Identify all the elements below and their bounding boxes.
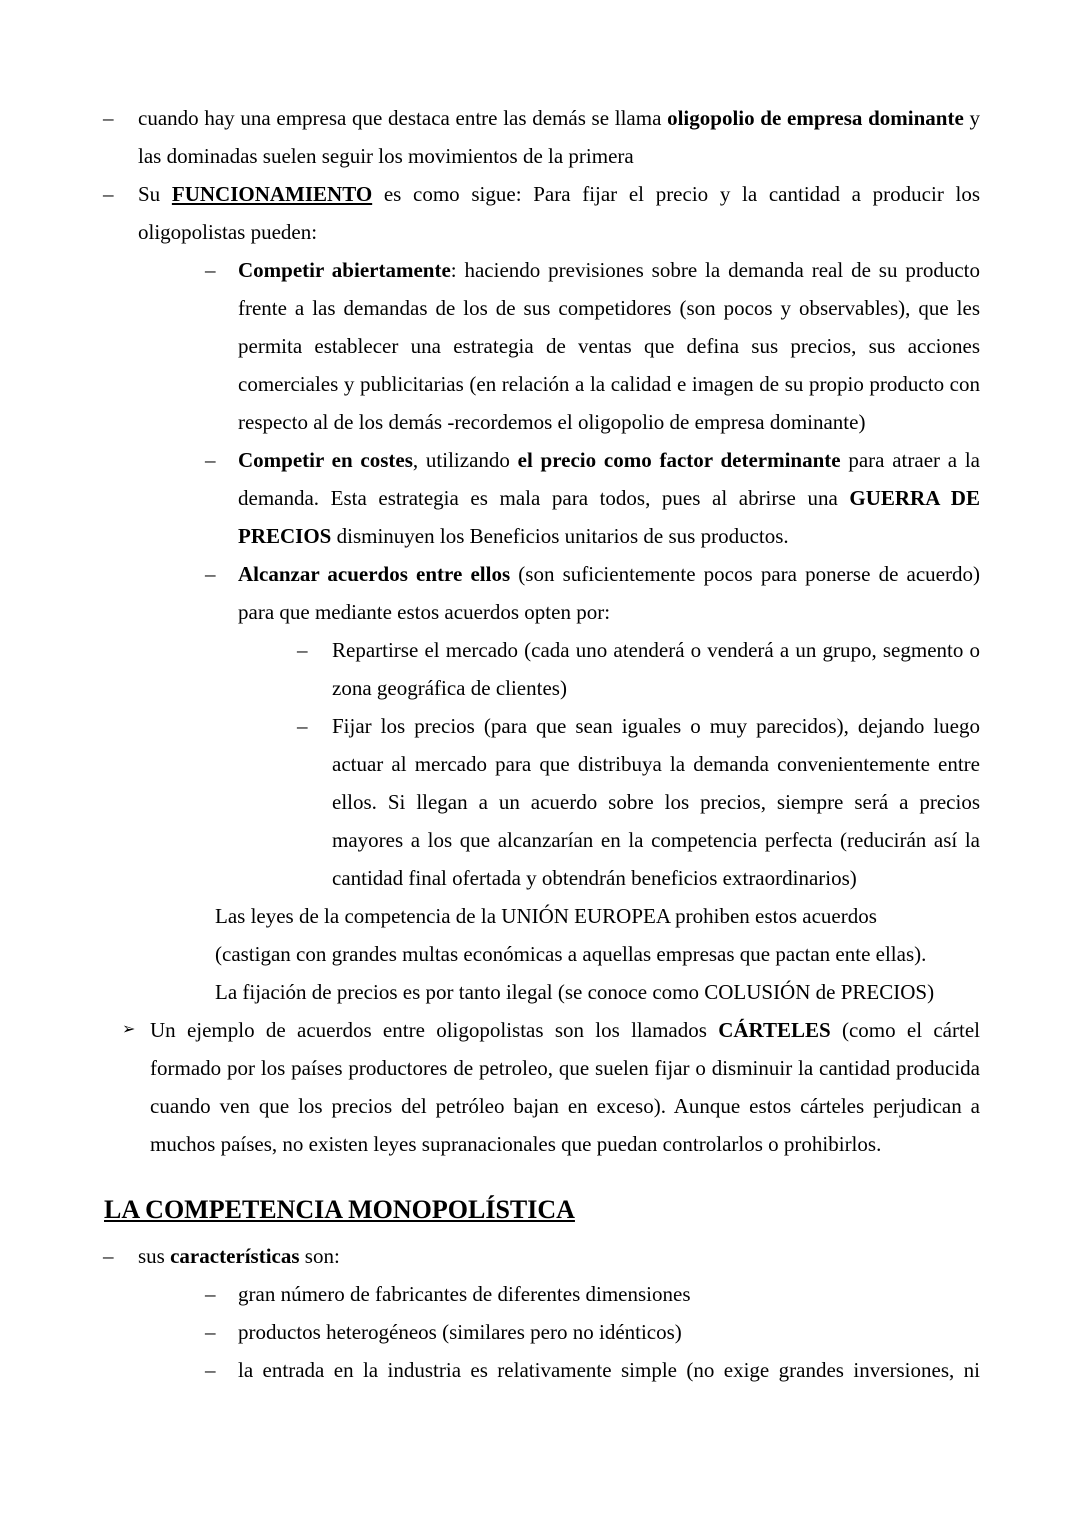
dash-bullet-marker: – [103,106,114,130]
list-item [103,99,981,175]
dash-bullet-marker: – [297,638,308,662]
text-run: Fijar los precios (para que sean iguales o muy parecidos), dejando luego actuar al mercado para que distribuya la demanda convenientemente entre ellos. Si llegan a un acuerdo sobre los precios, siempre será a precios mayores a los que alcanzarían en la competencia perfecta (reducirán así la cantidad final ofertada y obtendrán beneficios extraordinarios) [332,714,980,890]
dash-bullet-marker: – [205,562,216,586]
section-heading [104,1190,980,1230]
list-item [205,1275,980,1313]
text-run: Las leyes de la competencia de la UNIÓN EUROPEA prohiben estos acuerdos [215,904,877,928]
list-item [103,175,981,251]
list-item [297,631,980,707]
list-item [205,555,980,631]
dash-bullet-marker: – [103,1244,114,1268]
arrow-bullet-marker: ➢ [122,1021,136,1038]
text-run: Un ejemplo de acuerdos entre oligopolistas son los llamados CÁRTELES (como el cártel formado por los países productores de petroleo, que suelen fijar o disminuir la cantidad producida cuando ven que los precios del petróleo bajan en exceso). Aunque estos cárteles perjudican a muchos países, no existen leyes supranacionales que puedan controlarlos o prohibirlos. [150,1018,980,1156]
dash-bullet-marker: – [205,1320,216,1344]
dash-bullet-marker: – [205,258,216,282]
dash-bullet-marker: – [205,1282,216,1306]
dash-bullet-marker: – [297,714,308,738]
text-run: Repartirse el mercado (cada uno atenderá o venderá a un grupo, segmento o zona geográfica de clientes) [332,638,980,700]
text-run: La fijación de precios es por tanto ilegal (se conoce como COLUSIÓN de PRECIOS) [215,980,935,1004]
text-run: gran número de fabricantes de diferentes dimensiones [238,1282,691,1306]
dash-bullet-marker: – [205,448,216,472]
list-item [103,1237,980,1275]
list-item [297,707,980,897]
text-run: LA COMPETENCIA MONOPOLÍSTICA [104,1195,575,1224]
dash-bullet-marker: – [103,182,114,206]
text-run: productos heterogéneos (similares pero no idénticos) [238,1320,682,1344]
list-item [205,1351,980,1389]
list-item [122,1011,980,1163]
text-run: Su FUNCIONAMIENTO es como sigue: Para fijar el precio y la cantidad a producir los oligopolistas pueden: [138,182,981,244]
text-run: la entrada en la industria es relativamente simple (no exige grandes inversiones, ni [238,1358,980,1382]
text-run: Competir en costes, utilizando el precio como factor determinante para atraer a la demanda. Esta estrategia es mala para todos, pues al abrirse una GUERRA DE PRECIOS disminuyen los Beneficios unitarios de sus productos. [238,448,980,548]
list-item [205,441,980,555]
text-run: cuando hay una empresa que destaca entre las demás se llama oligopolio de empresa dominante y las dominadas suelen seguir los movimientos de la primera [138,106,981,168]
text-run: Alcanzar acuerdos entre ellos (son suficientemente pocos para ponerse de acuerdo) para que mediante estos acuerdos opten por: [238,562,980,624]
list-item [205,1313,980,1351]
paragraph [215,897,980,935]
list-item [205,251,980,441]
paragraph [215,935,980,973]
paragraph [215,973,980,1011]
text-run: (castigan con grandes multas económicas a aquellas empresas que pactan ente ellas). [215,942,927,966]
dash-bullet-marker: – [205,1358,216,1382]
document-body [0,99,1080,1389]
text-run: Competir abiertamente: haciendo previsiones sobre la demanda real de su producto frente a las demandas de los de sus competidores (son pocos y observables), que les permita establecer una estrategia de ventas que defina sus precios, sus acciones comerciales y publicitarias (en relación a la calidad e imagen de su propio producto con respecto al de los demás -recordemos el oligopolio de empresa dominante) [238,258,980,434]
text-run: sus características son: [138,1244,340,1268]
